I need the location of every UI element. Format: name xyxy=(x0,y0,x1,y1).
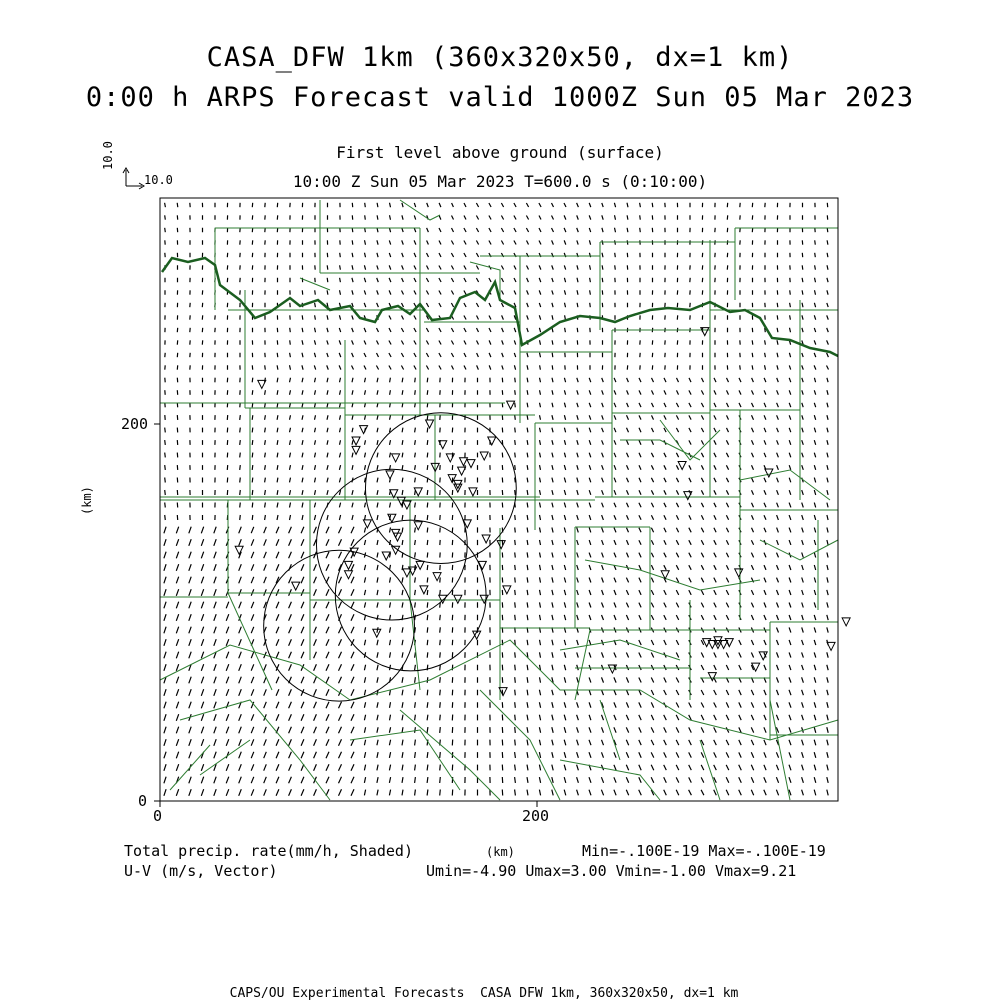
station-marker xyxy=(382,552,390,560)
precip-label: Total precip. rate(mm/h, Shaded) xyxy=(124,842,413,860)
station-marker xyxy=(292,582,300,590)
county-boundaries xyxy=(160,200,838,800)
station-marker xyxy=(459,458,467,466)
station-marker xyxy=(454,595,462,603)
y-axis-label: (km) xyxy=(80,486,94,515)
station-markers xyxy=(235,328,850,696)
station-marker xyxy=(507,401,515,409)
reference-vector xyxy=(123,168,144,189)
station-marker xyxy=(765,469,773,477)
vector-label: U-V (m/s, Vector) xyxy=(124,862,278,880)
reference-vector-label-vertical: 10.0 xyxy=(101,141,115,170)
title-line-1: CASA_DFW 1km (360x320x50, dx=1 km) xyxy=(206,42,794,73)
station-marker xyxy=(467,460,475,468)
station-marker xyxy=(482,535,490,543)
station-marker xyxy=(488,437,496,445)
vector-minmax: Umin=-4.90 Umax=3.00 Vmin=-1.00 Vmax=9.21 xyxy=(426,862,797,880)
station-marker xyxy=(842,618,850,626)
station-marker xyxy=(735,569,743,577)
station-marker xyxy=(345,561,353,569)
x-tick-200: 200 xyxy=(522,807,550,825)
station-marker xyxy=(480,452,488,460)
credit-line: CAPS/OU Experimental Forecasts CASA DFW 1km, 360x320x50, dx=1 km xyxy=(229,986,739,1001)
reference-vector-label-horizontal: 10.0 xyxy=(144,173,173,187)
station-marker xyxy=(392,454,400,462)
title-line-2: 0:00 h ARPS Forecast valid 1000Z Sun 05 Mar 2023 xyxy=(85,82,915,113)
y-tick-0: 0 xyxy=(138,792,148,810)
station-marker xyxy=(360,426,368,434)
y-tick-200: 200 xyxy=(121,415,149,433)
precip-minmax: Min=-.100E-19 Max=-.100E-19 xyxy=(582,842,826,860)
station-marker xyxy=(426,420,434,428)
station-marker xyxy=(235,546,243,554)
station-marker xyxy=(469,488,477,496)
station-marker xyxy=(363,520,371,528)
station-marker xyxy=(388,514,396,522)
valid-time-line: 10:00 Z Sun 05 Mar 2023 T=600.0 s (0:10:00) xyxy=(292,172,708,191)
station-marker xyxy=(420,586,428,594)
station-marker xyxy=(497,541,505,549)
subtitle: First level above ground (surface) xyxy=(336,143,664,162)
x-axis-label: (km) xyxy=(486,845,515,859)
station-marker xyxy=(678,461,686,469)
station-marker xyxy=(373,629,381,637)
station-marker xyxy=(345,571,353,579)
station-marker xyxy=(416,561,424,569)
station-marker xyxy=(480,595,488,603)
station-marker xyxy=(503,586,511,594)
x-tick-0: 0 xyxy=(153,807,163,825)
radar-ring-1 xyxy=(365,413,516,564)
